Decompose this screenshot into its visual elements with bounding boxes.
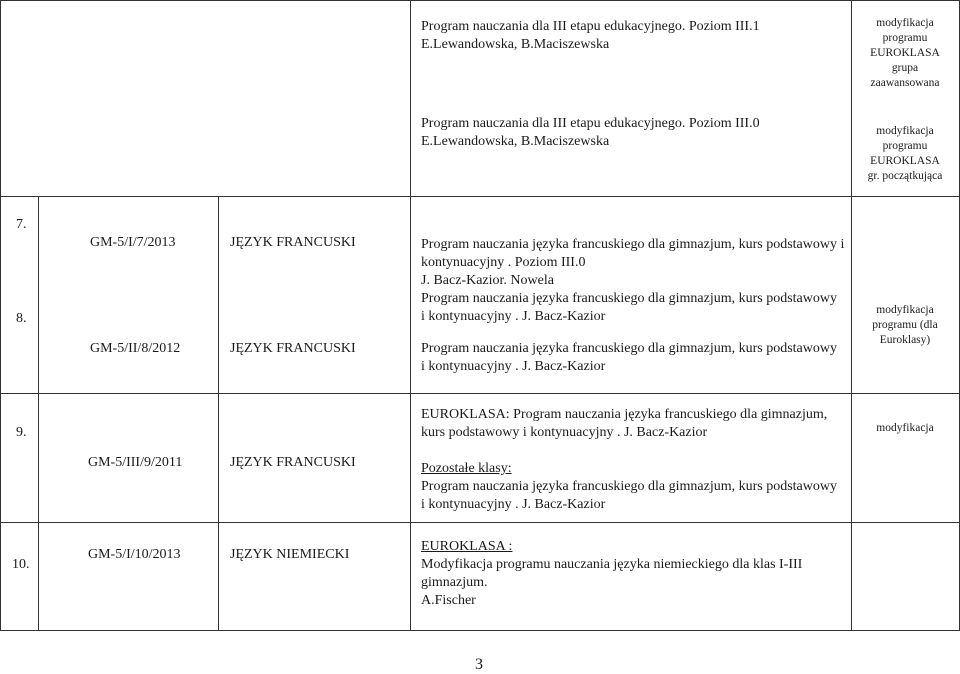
grid-line-col-code bbox=[218, 196, 219, 631]
row-9-program bbox=[421, 406, 837, 514]
row-7-8-program bbox=[421, 236, 844, 376]
row-7-number: 7. bbox=[16, 217, 27, 232]
note-line: modyfikacja bbox=[876, 17, 934, 29]
program-line: Program nauczania dla III etapu edukacyjnego. Poziom III.1 bbox=[421, 19, 760, 34]
grid-line-col-num bbox=[38, 196, 39, 631]
program-line: EUROKLASA: Program nauczania języka francuskiego dla gimnazjum, bbox=[421, 407, 828, 422]
program-line: kurs podstawowy i kontynuacyjny . J. Bacz-Kazior bbox=[421, 425, 708, 440]
program-line: Program nauczania języka francuskiego dla gimnazjum, kurs podstawowy bbox=[421, 291, 837, 306]
top-row-2-program bbox=[421, 115, 760, 151]
note-line: programu bbox=[882, 140, 928, 152]
program-line: E.Lewandowska, B.Maciszewska bbox=[421, 134, 610, 149]
program-line: i kontynuacyjny . J. Bacz-Kazior bbox=[421, 497, 606, 512]
program-subheading: Pozostałe klasy: bbox=[421, 461, 512, 476]
note-line: EUROKLASA bbox=[870, 47, 940, 59]
row-9-number: 9. bbox=[16, 425, 27, 440]
note-line: programu bbox=[882, 32, 928, 44]
program-line: Program nauczania języka francuskiego dla gimnazjum, kurs podstawowy bbox=[421, 479, 837, 494]
program-line: Modyfikacja programu nauczania języka niemieckiego dla klas I-III bbox=[421, 557, 803, 572]
row-7-code: GM-5/I/7/2013 bbox=[90, 235, 176, 250]
grid-line-bottom bbox=[0, 630, 960, 631]
program-line: A.Fischer bbox=[421, 593, 476, 608]
program-line: i kontynuacyjny . J. Bacz-Kazior bbox=[421, 309, 606, 324]
grid-line-row-7 bbox=[0, 196, 960, 197]
row-9-code: GM-5/III/9/2011 bbox=[88, 455, 183, 470]
row-9-subject: JĘZYK FRANCUSKI bbox=[230, 455, 356, 470]
row-10-code: GM-5/I/10/2013 bbox=[88, 547, 181, 562]
grid-line-row-10 bbox=[0, 522, 960, 523]
program-line: J. Bacz-Kazior. Nowela bbox=[421, 273, 554, 288]
grid-line-row-9 bbox=[0, 393, 960, 394]
row-8-code: GM-5/II/8/2012 bbox=[90, 341, 181, 356]
top-row-1-note bbox=[855, 16, 955, 91]
row-10-number: 10. bbox=[12, 557, 30, 572]
row-8-number: 8. bbox=[16, 311, 27, 326]
note-line: grupa bbox=[891, 62, 919, 74]
grid-line-left bbox=[0, 0, 1, 631]
note-line: modyfikacja bbox=[876, 304, 934, 316]
row-10-program bbox=[421, 538, 802, 610]
row-9-note: modyfikacja bbox=[876, 422, 934, 434]
page-number: 3 bbox=[475, 656, 483, 673]
row-8-subject: JĘZYK FRANCUSKI bbox=[230, 341, 356, 356]
row-7-8-note bbox=[855, 303, 955, 348]
note-line: gr. początkująca bbox=[867, 170, 943, 182]
program-line: kontynuacyjny . Poziom III.0 bbox=[421, 255, 586, 270]
grid-line-col-subject bbox=[410, 0, 411, 631]
row-7-subject: JĘZYK FRANCUSKI bbox=[230, 235, 356, 250]
note-line: modyfikacja bbox=[876, 125, 934, 137]
top-row-1-program bbox=[421, 18, 760, 54]
note-line: Euroklasy) bbox=[879, 334, 931, 346]
note-line: EUROKLASA bbox=[870, 155, 940, 167]
grid-line-top bbox=[0, 0, 960, 1]
row-10-subject: JĘZYK NIEMIECKI bbox=[230, 547, 350, 562]
note-line: programu (dla bbox=[872, 319, 938, 331]
program-line: Program nauczania dla III etapu edukacyjnego. Poziom III.0 bbox=[421, 116, 760, 131]
program-line: E.Lewandowska, B.Maciszewska bbox=[421, 37, 610, 52]
program-line: Program nauczania języka francuskiego dla gimnazjum, kurs podstawowy i bbox=[421, 237, 845, 252]
top-row-2-note bbox=[855, 124, 955, 184]
program-line: gimnazjum. bbox=[421, 575, 488, 590]
grid-line-col-program bbox=[851, 0, 852, 631]
note-line: zaawansowana bbox=[870, 77, 940, 89]
program-line: Program nauczania języka francuskiego dla gimnazjum, kurs podstawowy bbox=[421, 341, 837, 356]
program-line: i kontynuacyjny . J. Bacz-Kazior bbox=[421, 359, 606, 374]
program-subheading: EUROKLASA : bbox=[421, 539, 513, 554]
